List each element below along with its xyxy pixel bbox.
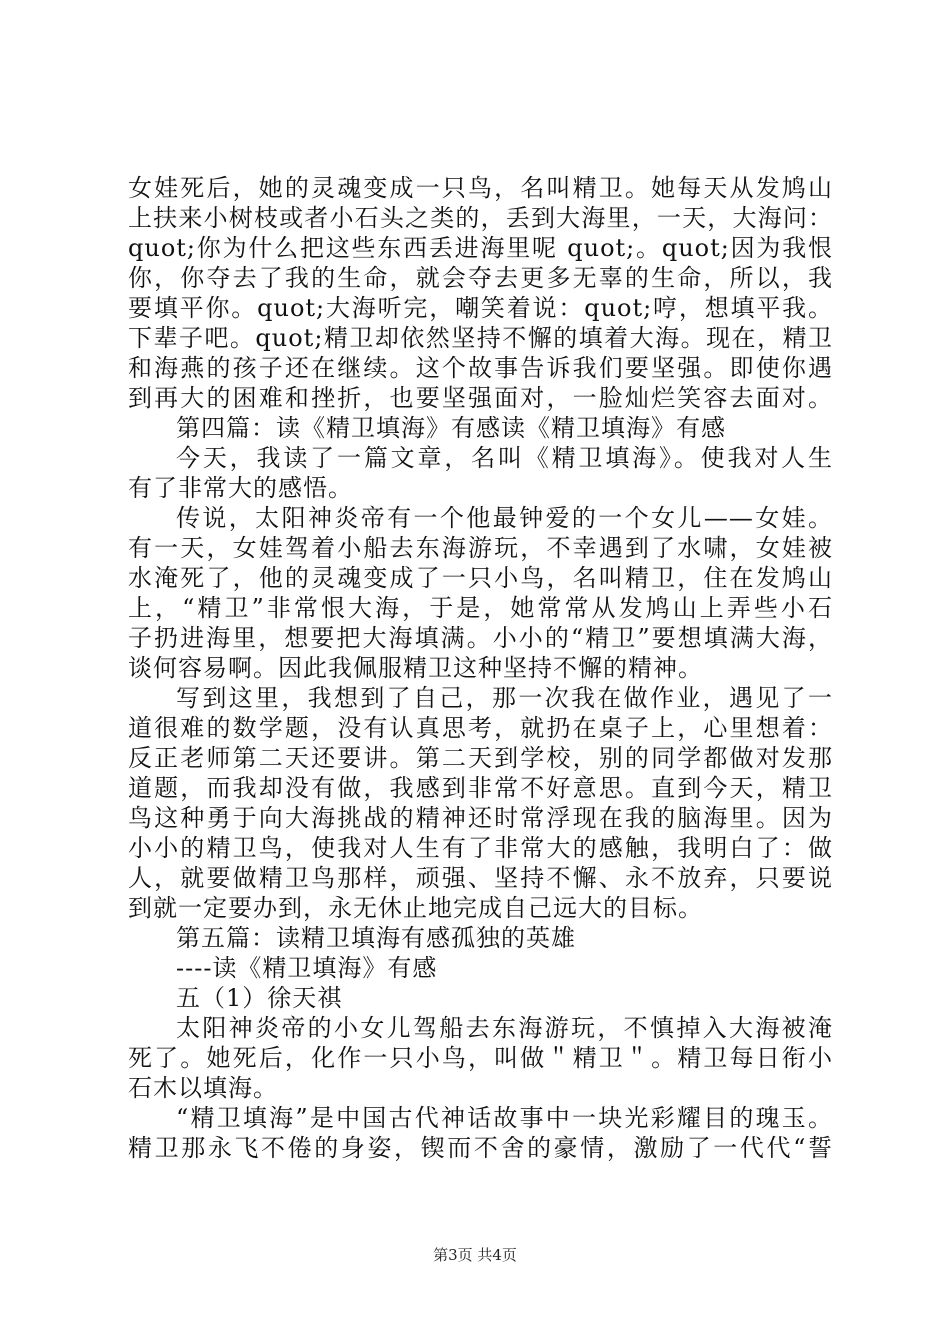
text-line: 到就一定要办到，永无休止地完成自己远大的目标。	[128, 894, 703, 922]
text-line: 水淹死了，他的灵魂变成了一只小鸟，名叫精卫，住在发鸠山	[128, 564, 833, 592]
text-line: 有了非常大的感悟。	[128, 474, 353, 502]
text-line: 小小的精卫鸟，使我对人生有了非常大的感触，我明白了：做	[128, 834, 833, 862]
page-footer: 第3页 共4页	[433, 1246, 517, 1264]
text-line: 谈何容易啊。因此我佩服精卫这种坚持不懈的精神。	[128, 654, 703, 682]
document-body	[128, 173, 833, 1163]
text-line: 上，“精卫”非常恨大海，于是，她常常从发鸠山上弄些小石	[128, 594, 833, 622]
text-line: 子扔进海里，想要把大海填满。小小的“精卫”要想填满大海，	[128, 624, 833, 652]
text-line: 死了。她死后，化作一只小鸟，叫做＂精卫＂。精卫每日衔小	[128, 1044, 833, 1072]
text-line: 女娃死后，她的灵魂变成一只鸟，名叫精卫。她每天从发鸠山	[128, 174, 833, 202]
text-line: 上扶来小树枝或者小石头之类的，丢到大海里，一天，大海问：	[128, 204, 833, 232]
text-line: 有一天，女娃驾着小船去东海游玩，不幸遇到了水啸，女娃被	[128, 534, 833, 562]
text-line: 你，你夺去了我的生命，就会夺去更多无辜的生命，所以，我	[128, 264, 833, 292]
text-line: 人，就要做精卫鸟那样，顽强、坚持不懈、永不放弃，只要说	[128, 864, 833, 892]
text-line: ----读《精卫填海》有感	[176, 954, 438, 982]
text-line: 精卫那永飞不倦的身姿，锲而不舍的豪情，激励了一代代“誓	[128, 1134, 833, 1162]
text-line: 要填平你。quot;大海听完，嘲笑着说：quot;哼，想填平我。	[128, 294, 833, 322]
text-line: 石木以填海。	[128, 1074, 278, 1102]
text-line: 写到这里，我想到了自己，那一次我在做作业，遇见了一	[176, 684, 833, 712]
text-line: 下辈子吧。quot;精卫却依然坚持不懈的填着大海。现在，精卫	[128, 324, 833, 352]
text-line: 道很难的数学题，没有认真思考，就扔在桌子上，心里想着：	[128, 714, 833, 742]
text-line: “精卫填海”是中国古代神话故事中一块光彩耀目的瑰玉。	[176, 1104, 833, 1132]
text-line: 第五篇：读精卫填海有感孤独的英雄	[176, 924, 576, 952]
text-line: 今天，我读了一篇文章，名叫《精卫填海》。使我对人生	[176, 444, 833, 472]
text-line: quot;你为什么把这些东西丢进海里呢 quot;。quot;因为我恨	[128, 234, 833, 262]
text-line: 太阳神炎帝的小女儿驾船去东海游玩，不慎掉入大海被淹	[176, 1014, 833, 1042]
text-line: 和海燕的孩子还在继续。这个故事告诉我们要坚强。即使你遇	[128, 354, 833, 382]
text-line: 道题，而我却没有做，我感到非常不好意思。直到今天，精卫	[128, 774, 833, 802]
text-line: 五（1）徐天祺	[176, 984, 343, 1012]
text-line: 第四篇：读《精卫填海》有感读《精卫填海》有感	[176, 414, 726, 442]
text-line: 鸟这种勇于向大海挑战的精神还时常浮现在我的脑海里。因为	[128, 804, 833, 832]
text-line: 传说，太阳神炎帝有一个他最钟爱的一个女儿——女娃。	[176, 504, 833, 532]
text-line: 反正老师第二天还要讲。第二天到学校，别的同学都做对发那	[128, 744, 833, 772]
text-line: 到再大的困难和挫折，也要坚强面对，一脸灿烂笑容去面对。	[128, 384, 833, 412]
